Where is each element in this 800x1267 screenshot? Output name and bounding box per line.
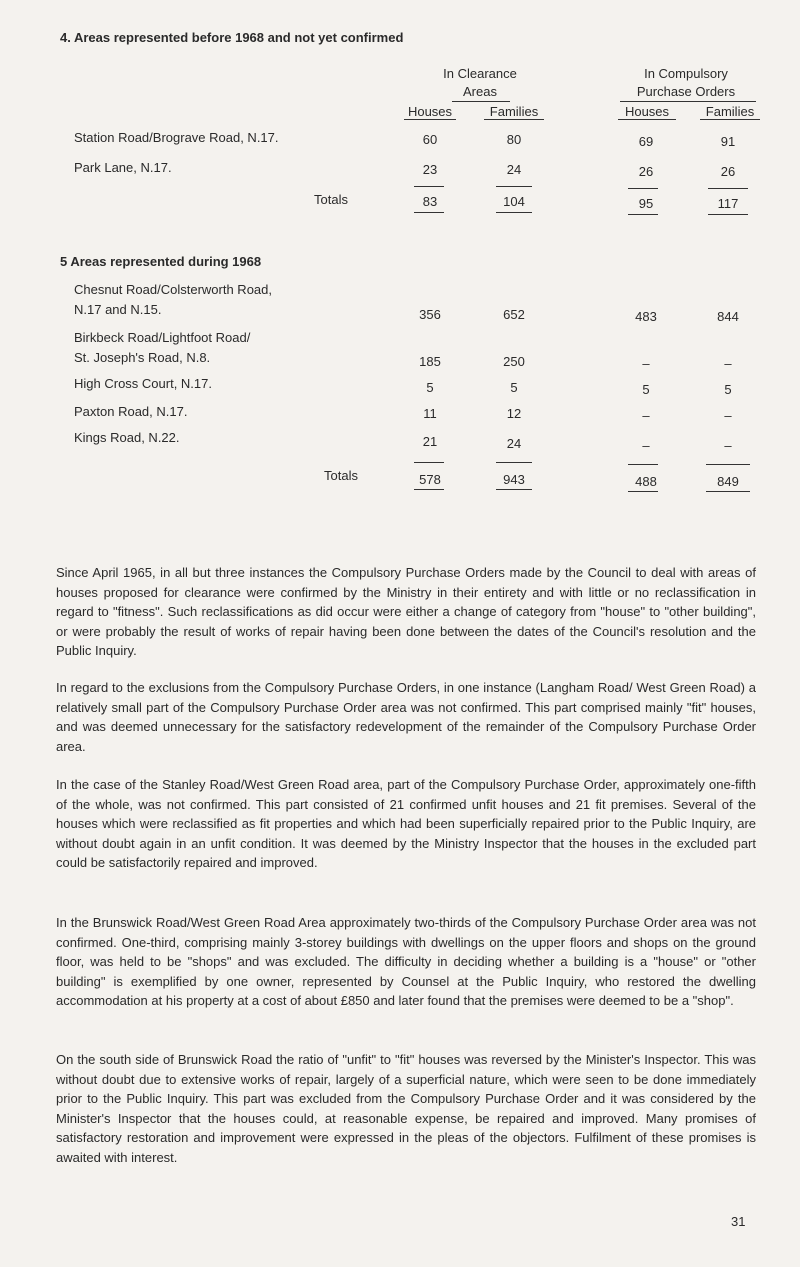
table-cell: 652 [503,307,525,322]
total-cell: 83 [422,194,438,209]
table-cell: – [642,356,650,371]
table-row-label: Kings Road, N.22. [74,430,180,445]
table-cell: 844 [717,309,739,324]
cpo-families-header: Families [700,104,760,120]
page-number: 31 [731,1214,746,1229]
table-cell: – [724,356,732,371]
table-cell: – [724,408,732,423]
compulsory-purchase-header-line1: In Compulsory [644,66,728,81]
table-row-label-cont: N.17 and N.15. [74,302,162,317]
total-cell: 104 [503,194,525,209]
table-row-label: High Cross Court, N.17. [74,376,212,391]
table-cell: 23 [422,162,438,177]
paragraph-brunswick-road: In the Brunswick Road/West Green Road Area approximately two-thirds of the Compulsory Purchase Order area was not confirmed. One-third, comprising mainly 3-storey buildings with dwellings on the upper floors and shops on the ground floor, was held to be "shops" and was excluded. The difficulty in deciding whether a building is a "house" or "other building" is exemplified by one owner, represented by Counsel at the Public Inquiry, who restored the dwelling accommodation at his property at a cost of about £850 and later found that the premises were deemed to be a "shop". [56,915,756,1008]
total-cell: 95 [638,196,654,211]
table-row-label: Birkbeck Road/Lightfoot Road/ [74,330,251,345]
table-cell: 24 [506,436,522,451]
table-cell: 80 [506,132,522,147]
clearance-families-header: Families [484,104,544,120]
table-row-label: Paxton Road, N.17. [74,404,188,419]
table-cell: 60 [422,132,438,147]
compulsory-purchase-header-line2: Purchase Orders [636,84,736,99]
clearance-areas-header-line2: Areas [463,84,497,99]
table-cell: 91 [720,134,736,149]
table-cell: 26 [638,164,654,179]
clearance-areas-header-line1: In Clearance [443,66,517,81]
table-row-label: Park Lane, N.17. [74,160,172,175]
table-cell: – [724,438,732,453]
table-cell: 356 [419,307,441,322]
paragraph-south-brunswick-road: On the south side of Brunswick Road the ratio of "unfit" to "fit" houses was reversed by the Minister's Inspector. This was without doubt due to extensive works of repair, largely of a superficial nature, which were seen to be done immediately prior to the Public Inquiry. This part was excluded from the Compulsory Purchase Order and it was considered by the Minister's Inspector that the houses could, at reasonable expense, be repaired and improved. Many promises of satisfactory restoration and improvement were expressed in the pleas of the objectors. Fulfilment of these promises is awaited with interest. [56,1052,756,1165]
total-cell: 117 [717,196,739,211]
table-cell: 5 [510,380,518,395]
table-row-label-cont: St. Joseph's Road, N.8. [74,350,211,365]
table-row-label: Chesnut Road/Colsterworth Road, [74,282,272,297]
table-cell: 483 [635,309,657,324]
paragraph-stanley-road: In the case of the Stanley Road/West Green Road area, part of the Compulsory Purchase Order, approximately one-fifth of the whole, was not confirmed. This part consisted of 21 confirmed unfit houses and 21 fit premises. Several of the houses which were reclassified as fit properties and which had been superficially repaired prior to the Public Inquiry, are without doubt again in an unfit condition. It was deemed by the Ministry Inspector that the houses in the excluded part could be satisfactorily repaired and improved. [56,777,756,870]
total-cell: 578 [419,472,441,487]
table-cell: 5 [724,382,732,397]
table-cell: 26 [720,164,736,179]
cpo-houses-header: Houses [618,104,676,120]
table-cell: 24 [506,162,522,177]
table-cell: 21 [422,434,438,449]
section-5-heading: 5 Areas represented during 1968 [60,254,262,269]
clearance-houses-header: Houses [404,104,456,120]
totals-label: Totals [314,192,348,207]
table-cell: 250 [503,354,525,369]
paragraph-reclassification: Since April 1965, in all but three instances the Compulsory Purchase Orders made by the Council to deal with areas of houses proposed for clearance were confirmed by the Ministry in their entirety and with little or no reclassification in regard to "fitness". Such reclassifications as did occur were either a change of category from "house" to "other building", or were probably the result of works of repair having been done between the dates of the Council's resolution and the Public Inquiry. [56,565,756,658]
table-cell: 69 [638,134,654,149]
total-cell: 849 [717,474,739,489]
table-cell: 5 [426,380,434,395]
paragraph-langham-road: In regard to the exclusions from the Compulsory Purchase Orders, in one instance (Langham Road/ West Green Road) a relatively small part of the Compulsory Purchase Order area was not confirmed. This part comprised mainly "fit" houses, and was deemed unnecessary for the satisfactory redevelopment of the remainder of the Compulsory Purchase Order area. [56,680,756,754]
section-4-heading: 4. Areas represented before 1968 and not yet confirmed [60,30,404,45]
table-cell: – [642,408,650,423]
table-cell: 11 [423,406,437,421]
table-row-label: Station Road/Brograve Road, N.17. [74,130,279,145]
totals-label: Totals [324,468,358,483]
table-cell: – [642,438,650,453]
table-cell: 12 [506,406,522,421]
total-cell: 488 [635,474,657,489]
table-cell: 5 [642,382,650,397]
total-cell: 943 [503,472,525,487]
table-cell: 185 [419,354,441,369]
